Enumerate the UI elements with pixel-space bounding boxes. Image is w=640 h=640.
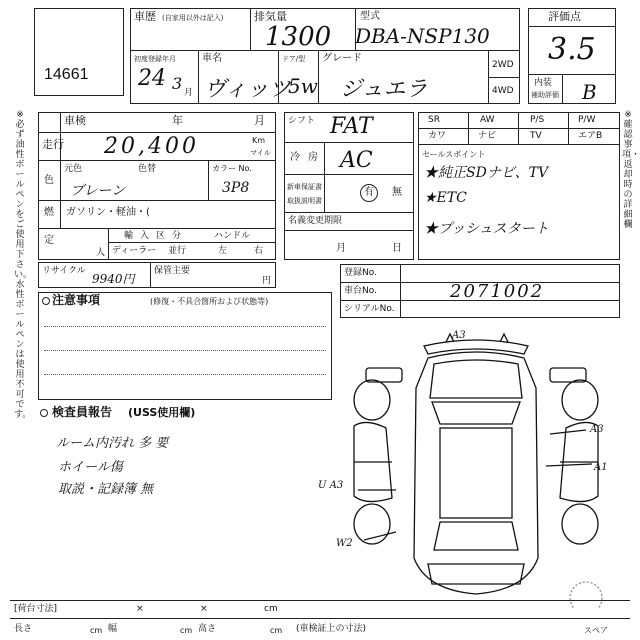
first-reg-label: 初度登録年月 bbox=[134, 55, 176, 63]
mile-label: マイル bbox=[250, 149, 271, 157]
width-label: 幅 bbox=[108, 624, 118, 634]
capacity-label: 定 bbox=[44, 235, 54, 246]
footer-x-1: × bbox=[136, 604, 144, 614]
displacement-value: 1300 bbox=[265, 22, 332, 52]
notes-box bbox=[38, 292, 332, 400]
footer-cm-3: cm bbox=[180, 626, 193, 635]
manual-yes-circle bbox=[360, 184, 378, 202]
grade-eval-label: 評価点 bbox=[548, 10, 581, 23]
inspector-line-3: 取説・記録簿 無 bbox=[58, 482, 154, 497]
equip-navi: ナビ bbox=[478, 131, 497, 141]
equip-ps: P/S bbox=[530, 115, 545, 125]
handle-right: 右 bbox=[254, 246, 264, 256]
first-reg-year: 24 bbox=[138, 66, 166, 91]
inspection-month-label: 月 bbox=[254, 114, 265, 127]
inspection-label: 車検 bbox=[64, 114, 86, 127]
manual-sub: 取扱説明書 bbox=[287, 197, 322, 205]
diagram-mark-5: W2 bbox=[336, 538, 353, 549]
footer-x-2: × bbox=[200, 604, 208, 614]
selling-point-1: ★純正SDナビ、TV bbox=[424, 165, 549, 181]
car-name-value: ヴィッツ bbox=[204, 77, 291, 102]
displacement-label: 排気量 bbox=[254, 10, 287, 23]
equip-airbag: エアB bbox=[578, 131, 603, 141]
cargo-label: [荷台寸法] bbox=[14, 604, 58, 614]
color-label: 色 bbox=[44, 175, 54, 186]
model-value: DBA-NSP130 bbox=[355, 24, 490, 48]
import-dealer: ディーラー bbox=[112, 246, 157, 256]
color-change-label: 色替 bbox=[138, 164, 157, 174]
fuel-value: ガソリン・軽油・( bbox=[66, 207, 150, 218]
interior-value: B bbox=[582, 80, 597, 104]
aircon-label-2: 房 bbox=[308, 152, 318, 163]
reg-no-label: 登録No. bbox=[344, 268, 377, 278]
color-no-label: カラー No. bbox=[212, 164, 252, 173]
import-col-3: 区 bbox=[156, 231, 166, 241]
import-col-1: 輸 bbox=[124, 231, 134, 241]
mileage-label: 走行 bbox=[42, 138, 64, 151]
selling-points-label: セールスポイント bbox=[422, 150, 486, 159]
interior-label: 内装 bbox=[534, 78, 553, 88]
handle-label: ハンドル bbox=[214, 231, 251, 241]
storage-label: 保管主要 bbox=[154, 266, 191, 276]
car-history-note: (自家用以外は記入) bbox=[162, 14, 224, 22]
equip-tv: TV bbox=[530, 131, 542, 141]
import-col-2: 入 bbox=[140, 231, 150, 241]
inspection-year-label: 年 bbox=[172, 114, 183, 127]
diagram-mark-2: A3 bbox=[590, 424, 604, 435]
color-no-value: 3P8 bbox=[222, 180, 250, 196]
height-label: 高さ bbox=[198, 624, 217, 634]
aircon-label: 冷 bbox=[290, 152, 300, 163]
recycle-label: リサイクル bbox=[42, 266, 86, 276]
km-label: Km bbox=[252, 136, 266, 145]
grade-eval-value: 3.5 bbox=[548, 32, 596, 67]
reg-change-label: 名義変更期限 bbox=[288, 216, 343, 226]
chassis-value: 2071002 bbox=[450, 281, 545, 302]
inspector-marker bbox=[40, 409, 48, 417]
lot-number: 14661 bbox=[44, 66, 89, 83]
inspector-line-2: ホイール傷 bbox=[58, 460, 123, 475]
notes-marker bbox=[42, 297, 50, 305]
doors-value: 5w bbox=[288, 74, 318, 98]
diagram-mark-3: A1 bbox=[594, 462, 608, 473]
import-parallel: 並行 bbox=[168, 246, 187, 256]
interior-sub: 補助評価 bbox=[531, 91, 559, 99]
selling-point-3: ★プッシュスタート bbox=[424, 221, 549, 237]
footer-cm-2: cm bbox=[90, 626, 103, 635]
import-col-4: 分 bbox=[172, 231, 182, 241]
inspector-line-1: ルーム内汚れ 多 要 bbox=[56, 436, 169, 451]
drive-4wd: 4WD bbox=[492, 86, 514, 96]
side-note-right: ※確認事項・返却時の詳細欄 bbox=[622, 110, 640, 230]
reg-day: 日 bbox=[392, 243, 402, 254]
mileage-value: 20,400 bbox=[104, 134, 199, 159]
car-name-label: 車名 bbox=[202, 53, 222, 64]
notes-subtitle: (修復・不具合箇所および状態等) bbox=[150, 297, 269, 306]
doors-label: ドア/型 bbox=[282, 55, 306, 63]
first-reg-month: 3 bbox=[172, 74, 183, 93]
grade-value: ジュエラ bbox=[340, 77, 428, 102]
inspector-title: 検査員報告 bbox=[52, 405, 113, 419]
manual-yes: 有 bbox=[364, 187, 374, 198]
side-note-left: ※必ず油性ボールペンをご使用下さい。水性ボールペンは使用不可です。 bbox=[14, 110, 33, 420]
manual-no: 無 bbox=[392, 187, 402, 198]
aircon-value: AC bbox=[340, 148, 373, 173]
capacity-unit: 人 bbox=[96, 248, 106, 258]
equip-aw: AW bbox=[480, 115, 495, 125]
reg-month: 月 bbox=[336, 243, 346, 254]
equip-pw: P/W bbox=[578, 115, 596, 125]
manual-label: 新車保証書 bbox=[287, 183, 322, 191]
recycle-value: 9940円 bbox=[92, 272, 135, 286]
equip-leather: カワ bbox=[428, 131, 447, 141]
notes-title: 注意事項 bbox=[52, 293, 101, 307]
selling-point-2: ★ETC bbox=[424, 190, 467, 206]
car-damage-diagram bbox=[336, 328, 616, 608]
grade-label: グレード bbox=[322, 53, 362, 64]
serial-label: シリアルNo. bbox=[344, 304, 395, 314]
handle-left: 左 bbox=[218, 246, 228, 256]
orig-color-label: 元色 bbox=[64, 164, 83, 174]
equip-sr: SR bbox=[428, 115, 440, 125]
footer-cm-4: cm bbox=[270, 626, 283, 635]
inspector-subtitle: (USS使用欄) bbox=[128, 406, 196, 419]
car-history-label: 車歴 bbox=[134, 10, 156, 23]
length-label: 長さ bbox=[14, 624, 33, 634]
model-label: 型式 bbox=[360, 11, 380, 22]
color-value: ブレーン bbox=[70, 183, 126, 199]
drive-2wd: 2WD bbox=[492, 60, 514, 70]
storage-value: 円 bbox=[262, 276, 272, 286]
spare-label: スペア bbox=[584, 626, 608, 635]
fuel-label: 燃 bbox=[44, 207, 54, 218]
shift-label: シフト bbox=[288, 116, 316, 126]
first-reg-month-unit: 月 bbox=[184, 88, 194, 98]
shift-value: FAT bbox=[330, 114, 373, 139]
diagram-mark-1: A3 bbox=[452, 330, 466, 341]
chassis-label: 車台No. bbox=[344, 286, 377, 296]
vehicle-dims-label: (車検証上の寸法) bbox=[296, 624, 367, 634]
diagram-mark-4: U A3 bbox=[318, 480, 344, 491]
footer-cm-1: cm bbox=[264, 604, 278, 614]
